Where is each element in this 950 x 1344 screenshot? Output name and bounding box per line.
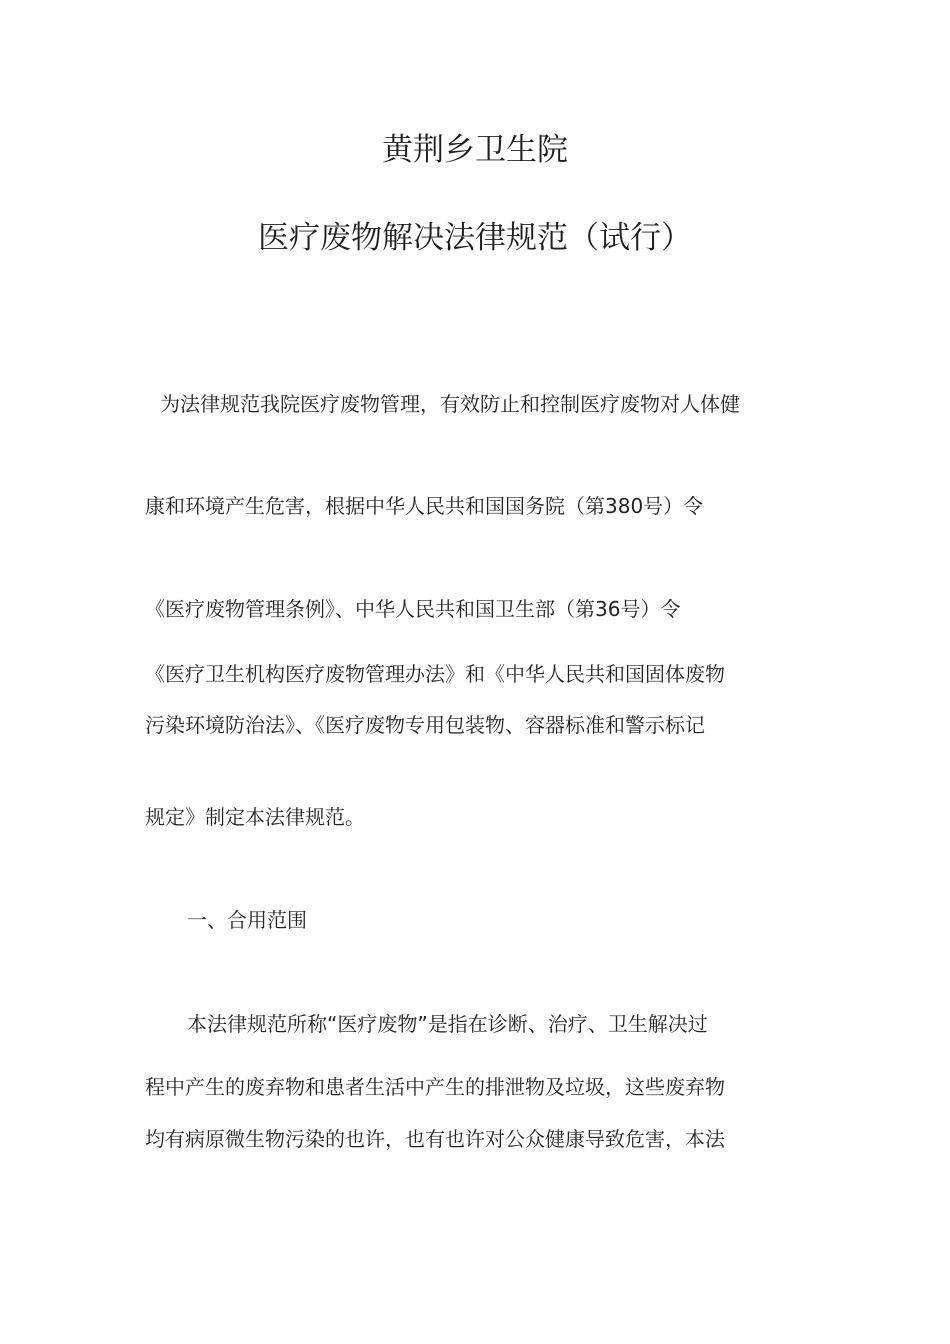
- paragraph-line: 《医疗卫生机构医疗废物管理办法》和《中华人民共和国固体废物: [145, 662, 725, 686]
- document-title-line1: 黄荆乡卫生院: [382, 132, 568, 168]
- paragraph-line: 规定》制定本法律规范。: [145, 805, 365, 829]
- section-heading: 一、合用范围: [187, 908, 307, 932]
- document-title-line2: 医疗废物解决法律规范（试行）: [258, 220, 692, 256]
- paragraph-line: 《医疗废物管理条例》、中华人民共和国卫生部（第36号）令: [145, 597, 681, 621]
- paragraph-line: 为法律规范我院医疗废物管理，有效防止和控制医疗废物对人体健: [160, 392, 740, 416]
- paragraph-line: 康和环境产生危害，根据中华人民共和国国务院（第380号）令: [145, 494, 704, 518]
- paragraph-line: 污染环境防治法》、《医疗废物专用包装物、容器标准和警示标记: [145, 713, 705, 737]
- paragraph-line: 均有病原微生物污染的也许，也有也许对公众健康导致危害，本法: [145, 1127, 725, 1151]
- paragraph-line: 本法律规范所称“医疗废物”是指在诊断、治疗、卫生解决过: [187, 1012, 708, 1036]
- paragraph-line: 程中产生的废弃物和患者生活中产生的排泄物及垃圾，这些废弃物: [145, 1075, 725, 1099]
